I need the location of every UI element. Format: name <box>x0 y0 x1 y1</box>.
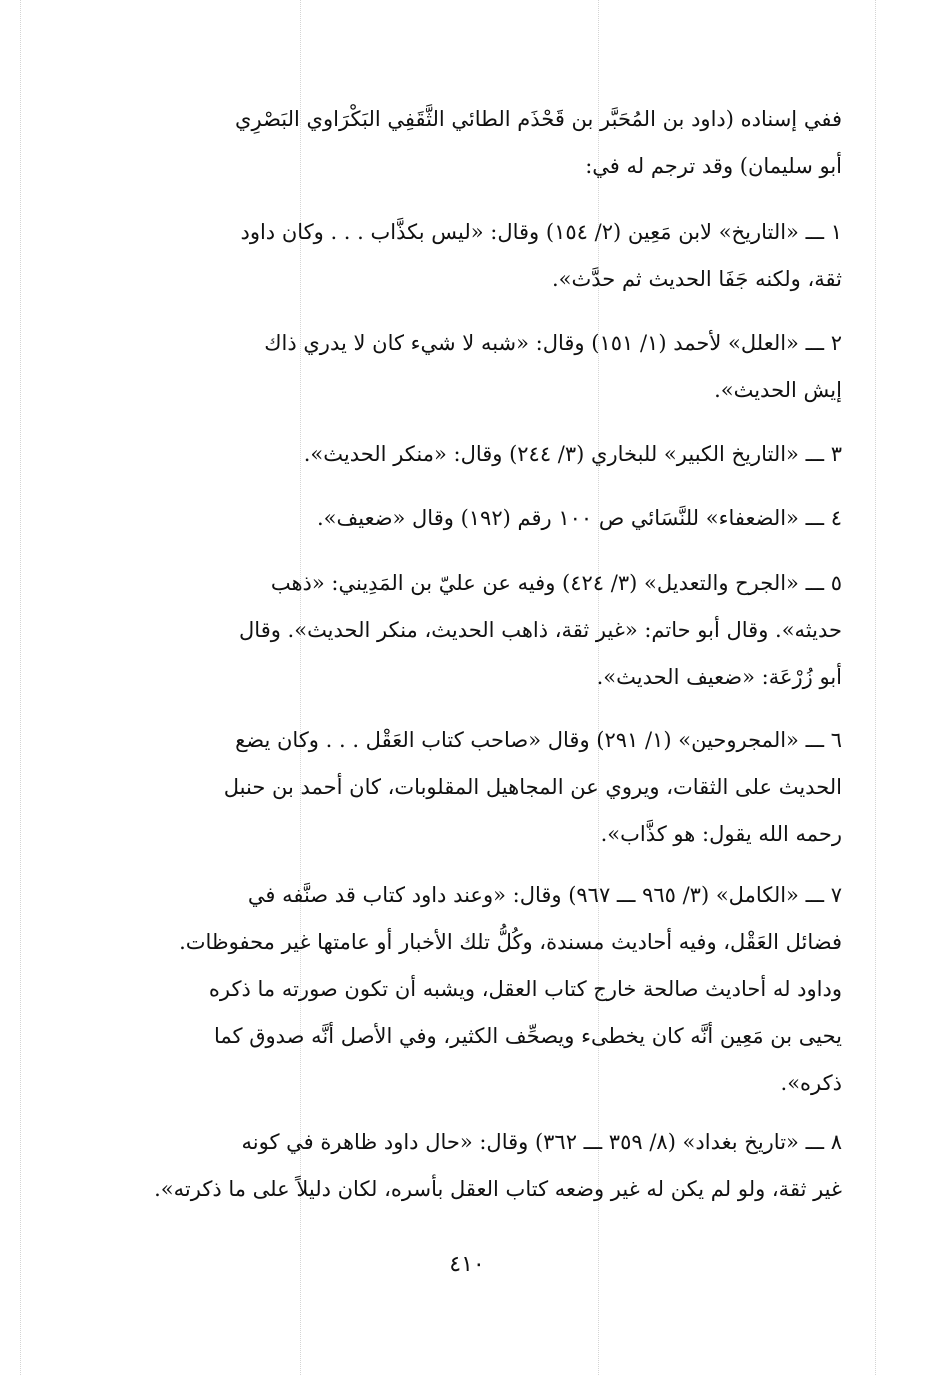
text-line: ٢ ـــ «العلل» لأحمد (١/ ١٥١) وقال: «شبه لا شيء كان لا يدري ذاك <box>264 331 842 355</box>
text-line: ذكره». <box>780 1071 842 1095</box>
text-line: أبو زُرْعَة: «ضعيف الحديث». <box>596 665 842 689</box>
paragraph-source-5 <box>82 560 842 701</box>
paragraph-intro <box>82 96 842 190</box>
text-line: ٥ ـــ «الجرح والتعديل» (٣/ ٤٢٤) وفيه عن عليّ بن المَدِيني: «ذهب <box>270 571 842 595</box>
text-line: ٤ ـــ «الضعفاء» للنَّسَائي ص ١٠٠ رقم (١٩٢) وقال «ضعيف». <box>316 506 842 530</box>
page-number: ٤١٠ <box>449 1252 485 1277</box>
text-line: حديثه». وقال أبو حاتم: «غير ثقة، ذاهب الحديث، منكر الحديث». وقال <box>239 618 842 642</box>
text-line: ٦ ـــ «المجروحين» (١/ ٢٩١) وقال «صاحب كتاب العَقْل . . . وكان يضع <box>235 728 842 752</box>
text-line: الحديث على الثقات، ويروي عن المجاهيل المقلوبات، كان أحمد بن حنبل <box>223 775 842 799</box>
paragraph-source-4 <box>82 495 842 542</box>
paragraph-source-6 <box>82 717 842 858</box>
text-line: غير ثقة، ولو لم يكن له غير وضعه كتاب العقل بأسره، لكان دليلاً على ما ذكرته». <box>154 1177 842 1201</box>
scan-dotted-guide <box>875 0 876 1375</box>
text-line: ١ ـــ «التاريخ» لابن مَعِين (٢/ ١٥٤) وقال: «ليس بكذَّاب . . . وكان داود <box>240 220 842 244</box>
paragraph-source-3 <box>82 431 842 478</box>
paragraph-source-7 <box>82 872 842 1107</box>
text-line: يحيى بن مَعِين أنَّه كان يخطىء ويصحِّف الكثير، وفي الأصل أنَّه صدوق كما <box>214 1024 842 1048</box>
paragraph-source-2 <box>82 320 842 414</box>
scan-dotted-guide <box>20 0 21 1375</box>
text-line: إيش الحديث». <box>714 378 842 402</box>
text-line: ٨ ـــ «تاريخ بغداد» (٨/ ٣٥٩ ـــ ٣٦٢) وقال: «حال داود ظاهرة في كونه <box>241 1130 842 1154</box>
text-line: ٧ ـــ «الكامل» (٣/ ٩٦٥ ـــ ٩٦٧) وقال: «وعند داود كتاب قد صنَّفه في <box>247 883 842 907</box>
text-line: فضائل العَقْل، وفيه أحاديث مسندة، وكُلُّ تلك الأخبار أو عامتها غير محفوظات. <box>179 930 842 954</box>
text-line: وداود له أحاديث صالحة خارج كتاب العقل، ويشبه أن تكون صورته ما ذكره <box>208 977 842 1001</box>
text-line: ٣ ـــ «التاريخ الكبير» للبخاري (٣/ ٢٤٤) وقال: «منكر الحديث». <box>303 442 842 466</box>
paragraph-source-1 <box>82 209 842 303</box>
text-line: رحمه الله يقول: هو كذَّاب». <box>600 822 842 846</box>
text-line: أبو سليمان) وقد ترجم له في: <box>585 154 842 178</box>
text-line: ففي إسناده (داود بن المُحَبَّر بن قَحْذَم الطائي الثَّقَفِي البَكْرَاوي البَصْرِي <box>235 107 842 131</box>
paragraph-source-8 <box>82 1119 842 1213</box>
text-line: ثقة، ولكنه جَفَا الحديث ثم حدَّث». <box>551 267 842 291</box>
